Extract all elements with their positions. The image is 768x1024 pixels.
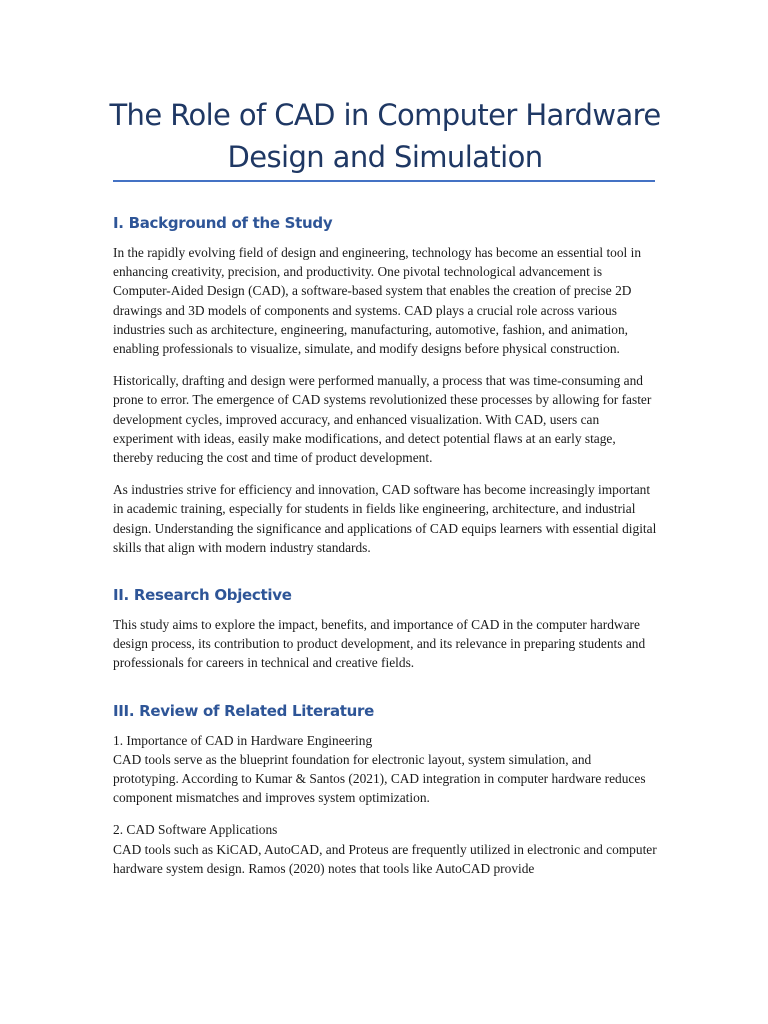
paragraph: This study aims to explore the impact, benefits, and importance of CAD in the computer hardware design process, its contribution to product development, and its relevance in preparing students and professionals for careers in technical and creative fields. — [113, 617, 646, 671]
paragraph: As industries strive for efficiency and innovation, CAD software has become increasingly important in academic training, especially for students in fields like engineering, architecture, and industrial design. Understanding the significance and applications of CAD equips learners with essential digital skills that align with modern industry standards. — [113, 482, 657, 555]
paragraph: CAD tools such as KiCAD, AutoCAD, and Proteus are frequently utilized in electronic and computer hardware system design. Ramos (2020) notes that tools like AutoCAD provide — [113, 841, 657, 876]
document-body — [113, 210, 658, 891]
paragraph: In the rapidly evolving field of design and engineering, technology has become an essential tool in enhancing creativity, precision, and productivity. One pivotal technological advancement is Computer-Aided Design (CAD), a software-based system that enables the creation of precise 2D drawings and 3D models of components and systems. CAD plays a crucial role across various industries such as architecture, engineering, manufacturing, automotive, fashion, and animation, enabling professionals to visualize, simulate, and modify designs before physical construction. — [113, 245, 642, 357]
paragraph: Historically, drafting and design were performed manually, a process that was time-consuming and prone to error. The emergence of CAD systems revolutionized these processes by allowing for faster development cycles, improved accuracy, and enhanced visualization. With CAD, users can experiment with ideas, easily make modifications, and detect potential flaws at an early stage, thereby reducing the cost and time of product development. — [113, 373, 652, 466]
paragraph: CAD tools serve as the blueprint foundation for electronic layout, system simulation, and prototyping. According to Kumar & Santos (2021), CAD integration in computer hardware reduces component mismatches and improves system optimization. — [113, 751, 646, 806]
section-literature-review — [113, 698, 658, 878]
document-title: The Role of CAD in Computer Hardware Design and Simulation — [109, 98, 661, 174]
literature-item — [113, 731, 658, 808]
section-research-objective — [113, 582, 658, 673]
subheading: 2. CAD Software Applications — [113, 822, 278, 838]
subheading: 1. Importance of CAD in Hardware Engineering — [113, 732, 373, 748]
section-heading: II. Research Objective — [113, 586, 292, 605]
section-background — [113, 210, 658, 557]
section-heading: I. Background of the Study — [113, 214, 333, 232]
section-heading: III. Review of Related Literature — [113, 701, 374, 720]
literature-item — [113, 820, 658, 878]
title-underline — [113, 180, 655, 182]
